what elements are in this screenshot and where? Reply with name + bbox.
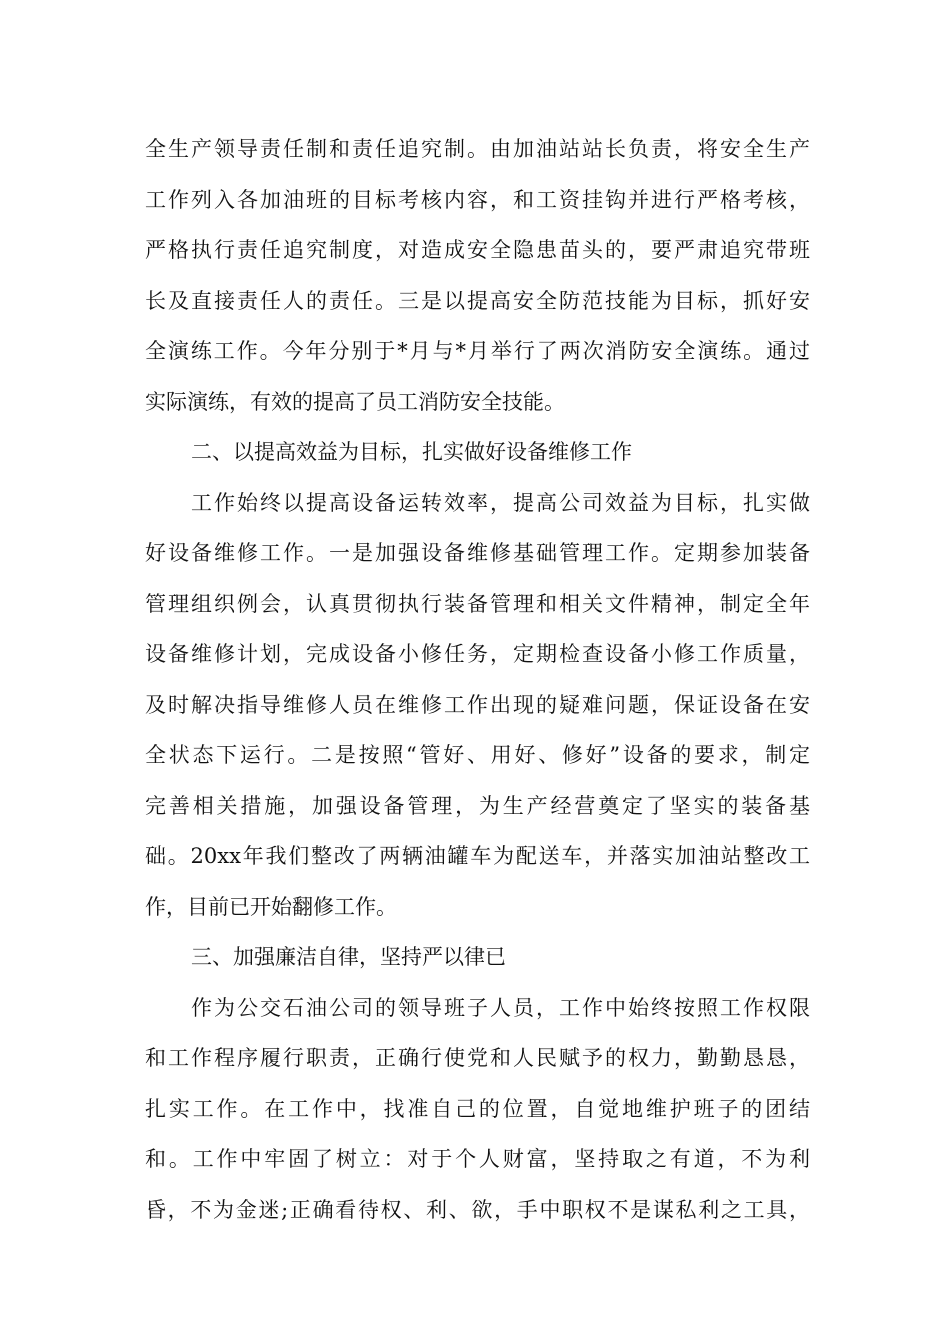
paragraph-line: 管理组织例会，认真贯彻执行装备管理和相关文件精神，制定全年 xyxy=(145,591,810,616)
paragraph-line: 长及直接责任人的责任。三是以提高安全防范技能为目标，抓好安 xyxy=(145,288,810,313)
paragraph-line: 作，目前已开始翻修工作。 xyxy=(145,894,397,919)
paragraph-line: 工作列入各加油班的目标考核内容，和工资挂钩并进行严格考核， xyxy=(145,187,810,212)
paragraph-line: 全演练工作。今年分别于*月与*月举行了两次消防安全演练。通过 xyxy=(145,339,810,363)
paragraph-line: 昏，不为金迷;正确看待权、利、欲，手中职权不是谋私利之工具， xyxy=(145,1197,810,1222)
paragraph-line: 及时解决指导维修人员在维修工作出现的疑难问题，保证设备在安 xyxy=(145,692,810,717)
paragraph-line: 和。工作中牢固了树立：对于个人财富，坚持取之有道，不为利 xyxy=(145,1147,810,1171)
paragraph-line: 扎实工作。在工作中，找准自己的位置，自觉地维护班子的团结 xyxy=(145,1096,810,1121)
paragraph-line: 础。20xx年我们整改了两辆油罐车为配送车，并落实加油站整改工 xyxy=(145,844,810,868)
paragraph-line: 全状态下运行。二是按照“管好、用好、修好”设备的要求，制定 xyxy=(145,743,810,767)
paragraph-line: 全生产领导责任制和责任追究制。由加油站站长负责，将安全生产 xyxy=(145,137,810,161)
section-heading: 三、加强廉洁自律，坚持严以律已 xyxy=(191,945,506,969)
paragraph-line: 和工作程序履行职责，正确行使党和人民赋予的权力，勤勤恳恳， xyxy=(145,1046,810,1070)
paragraph-line: 工作始终以提高设备运转效率，提高公司效益为目标，扎实做 xyxy=(191,490,810,515)
paragraph-line: 实际演练，有效的提高了员工消防安全技能。 xyxy=(145,389,565,414)
section-heading: 二、以提高效益为目标，扎实做好设备维修工作 xyxy=(191,440,632,464)
document-body xyxy=(145,124,810,1235)
paragraph-line: 作为公交石油公司的领导班子人员，工作中始终按照工作权限 xyxy=(191,995,810,1020)
paragraph-line: 严格执行责任追究制度，对造成安全隐患苗头的，要严肃追究带班 xyxy=(145,238,810,262)
paragraph-line: 设备维修计划，完成设备小修任务，定期检查设备小修工作质量， xyxy=(145,642,810,666)
paragraph-line: 完善相关措施，加强设备管理，为生产经营奠定了坚实的装备基 xyxy=(145,793,810,818)
paragraph-line: 好设备维修工作。一是加强设备维修基础管理工作。定期参加装备 xyxy=(145,541,810,565)
